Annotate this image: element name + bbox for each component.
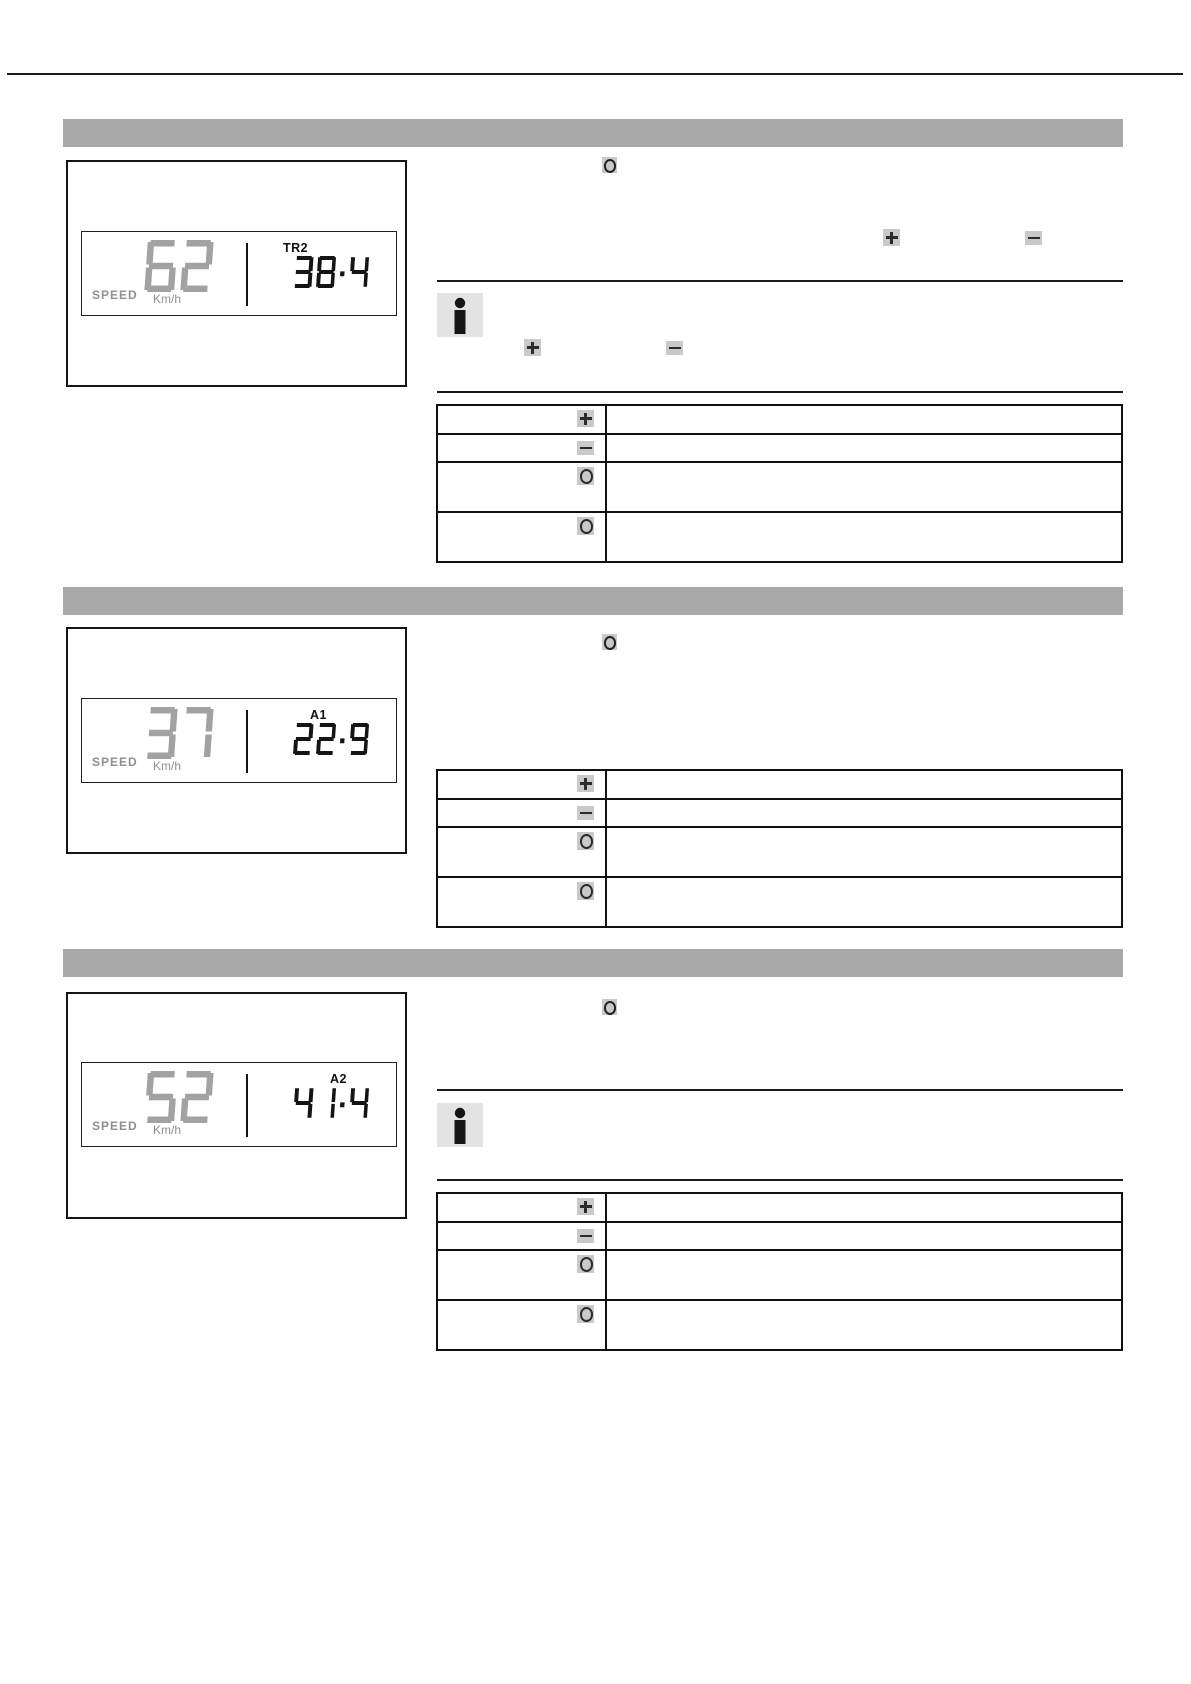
section-heading-bar <box>63 949 1123 977</box>
trip-mode-label: A1 <box>310 708 327 722</box>
button-cell <box>438 1194 607 1221</box>
description-cell <box>607 463 1121 511</box>
table-row <box>438 826 1121 876</box>
trip-mode-label: A2 <box>330 1072 347 1086</box>
button-cell <box>438 800 607 826</box>
table-row <box>438 771 1121 798</box>
lcd-panel <box>81 231 397 316</box>
description-cell <box>607 1223 1121 1249</box>
plus-button-icon <box>524 339 541 356</box>
mode-button-icon <box>577 517 594 535</box>
lcd-speed-digits <box>144 1071 214 1123</box>
plus-button-icon <box>577 775 594 792</box>
speed-label: SPEED <box>92 288 138 302</box>
mode-button-icon <box>577 1255 594 1273</box>
info-icon <box>437 1103 483 1147</box>
mode-button-icon <box>602 157 617 173</box>
mode-button-icon <box>577 467 594 485</box>
plus-button-icon <box>577 410 594 427</box>
table-row <box>438 406 1121 433</box>
description-cell <box>607 406 1121 433</box>
minus-button-icon <box>577 806 594 820</box>
button-cell <box>438 828 607 876</box>
description-cell <box>607 878 1121 926</box>
minus-button-icon <box>577 1229 594 1243</box>
table-row <box>438 876 1121 926</box>
table-row <box>438 1299 1121 1349</box>
info-icon <box>437 293 483 337</box>
button-cell <box>438 878 607 926</box>
display-figure-frame <box>66 627 407 854</box>
button-function-table <box>436 1192 1123 1351</box>
section-heading-bar <box>63 587 1123 615</box>
minus-button-icon <box>1025 231 1042 245</box>
trip-mode-label: TR2 <box>283 241 309 255</box>
speed-unit-label: Km/h <box>153 1123 182 1137</box>
display-figure-frame <box>66 160 407 387</box>
section-heading-bar <box>63 119 1123 147</box>
speed-label: SPEED <box>92 1119 138 1133</box>
button-function-table <box>436 404 1123 563</box>
lcd-trip-value-digits <box>293 723 370 755</box>
description-cell <box>607 771 1121 798</box>
note-top-rule <box>437 1089 1123 1091</box>
description-cell <box>607 828 1121 876</box>
mode-button-icon <box>602 634 617 650</box>
table-row <box>438 1221 1121 1249</box>
lcd-trip-value-digits <box>293 256 370 288</box>
speed-label: SPEED <box>92 755 138 769</box>
table-row <box>438 461 1121 511</box>
button-cell <box>438 1301 607 1349</box>
table-row <box>438 511 1121 561</box>
description-cell <box>607 1301 1121 1349</box>
description-cell <box>607 1194 1121 1221</box>
lcd-speed-digits <box>144 240 214 292</box>
lcd-divider <box>246 243 248 306</box>
mode-button-icon <box>602 999 617 1015</box>
table-row <box>438 1249 1121 1299</box>
button-cell <box>438 771 607 798</box>
button-cell <box>438 513 607 561</box>
table-row <box>438 433 1121 461</box>
note-bottom-rule <box>437 391 1123 393</box>
lcd-trip-value-digits <box>293 1087 370 1119</box>
mode-button-icon <box>577 882 594 900</box>
page-header-rule <box>7 73 1183 75</box>
table-row <box>438 1194 1121 1221</box>
button-cell <box>438 406 607 433</box>
plus-button-icon <box>883 229 900 246</box>
button-function-table <box>436 769 1123 928</box>
button-cell <box>438 435 607 461</box>
plus-button-icon <box>577 1198 594 1215</box>
speed-unit-label: Km/h <box>153 292 182 306</box>
lcd-divider <box>246 1074 248 1137</box>
lcd-speed-digits <box>144 707 214 759</box>
mode-button-icon <box>577 832 594 850</box>
minus-button-icon <box>666 341 683 355</box>
speed-unit-label: Km/h <box>153 759 182 773</box>
description-cell <box>607 435 1121 461</box>
button-cell <box>438 1223 607 1249</box>
description-cell <box>607 800 1121 826</box>
minus-button-icon <box>577 441 594 455</box>
note-top-rule <box>437 280 1123 282</box>
button-cell <box>438 463 607 511</box>
table-row <box>438 798 1121 826</box>
description-cell <box>607 513 1121 561</box>
lcd-panel <box>81 698 397 783</box>
button-cell <box>438 1251 607 1299</box>
display-figure-frame <box>66 992 407 1219</box>
mode-button-icon <box>577 1305 594 1323</box>
note-bottom-rule <box>437 1179 1123 1181</box>
lcd-divider <box>246 710 248 773</box>
description-cell <box>607 1251 1121 1299</box>
lcd-panel <box>81 1062 397 1147</box>
